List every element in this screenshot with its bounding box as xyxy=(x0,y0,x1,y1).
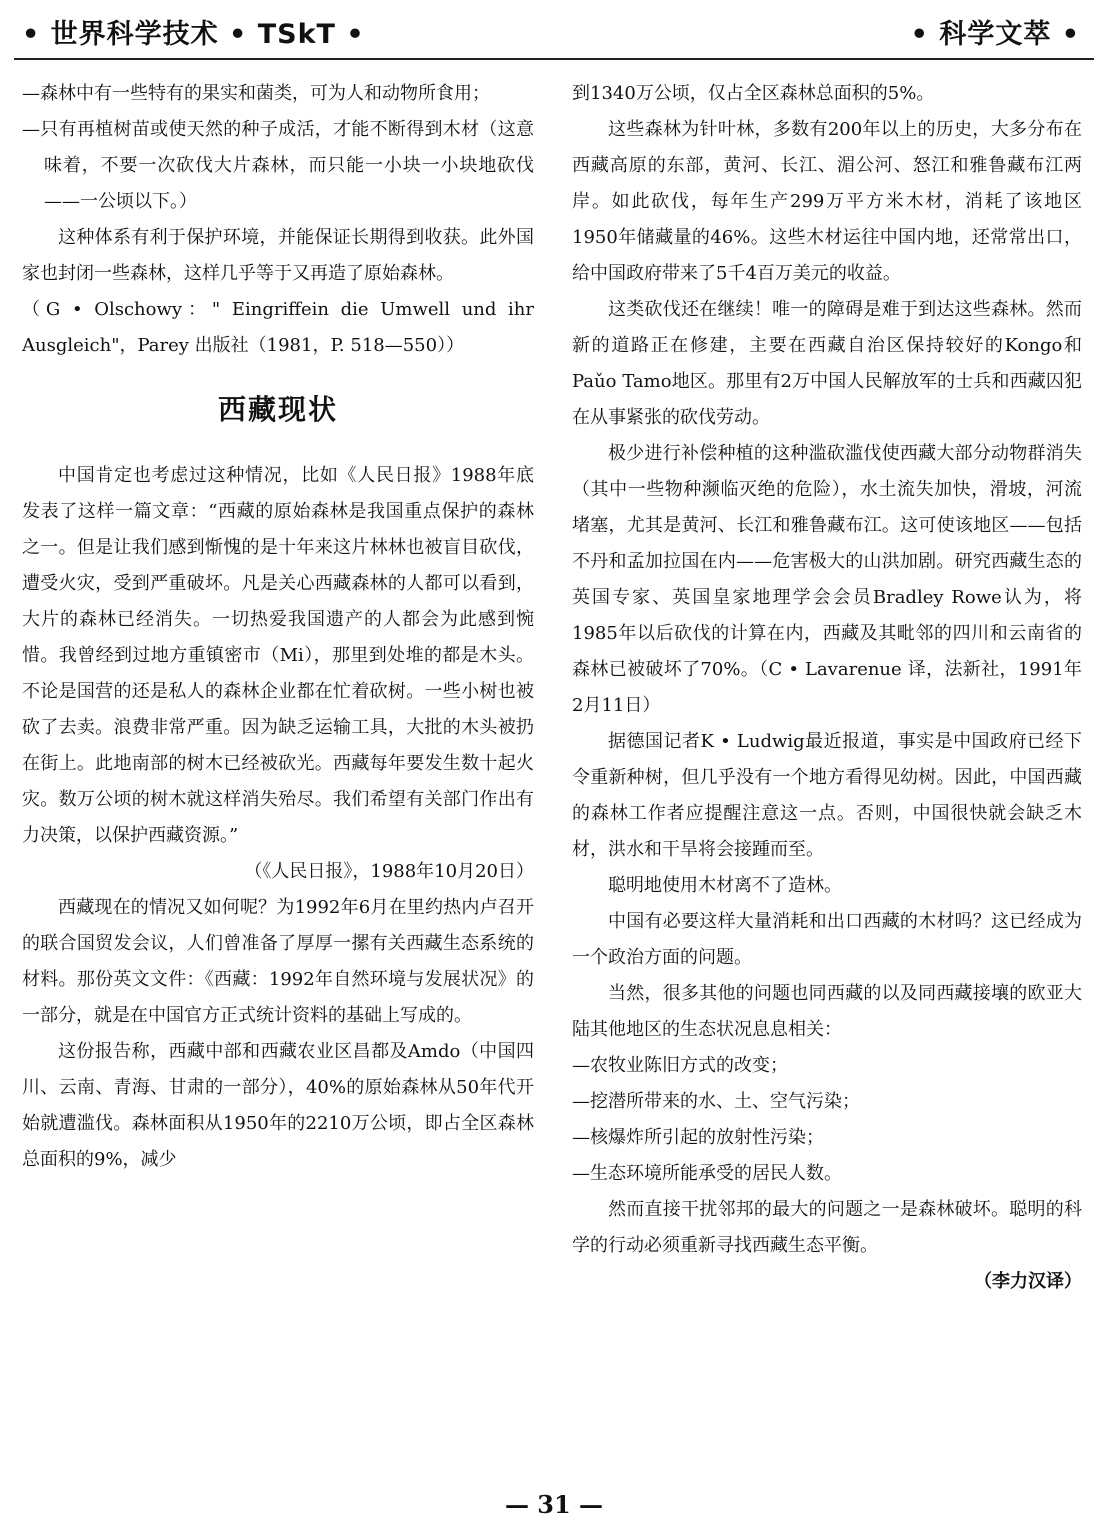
left-column xyxy=(22,76,534,1178)
right-column xyxy=(572,76,1082,1300)
citation: （G • Olschowy：" Eingriffein die Umwell und ihr Ausgleich"，Parey 出版社（1981，P. 518—550）） xyxy=(22,299,534,356)
list-item: —核爆炸所引起的放射性污染； xyxy=(572,1127,824,1148)
paragraph: 然而直接干扰邻邦的最大的问题之一是森林破坏。聪明的科学的行动必须重新寻找西藏生态平衡。 xyxy=(572,1199,1082,1256)
paragraph: 极少进行补偿种植的这种滥砍滥伐使西藏大部分动物群消失（其中一些物种濒临灭绝的危险），水土流失加快，滑坡，河流堵塞，尤其是黄河、长江和雅鲁藏布江。这可使该地区——包括不丹和孟加拉国在内——危害极大的山洪加剧。研究西藏生态的英国专家、英国皇家地理学会会员Bradley Rowe认为，将1985年以后砍伐的计算在内，西藏及其毗邻的四川和云南省的森林已被破坏了70%。（C • Lavarenue 译，法新社，1991年2月11日） xyxy=(572,443,1082,716)
paragraph: 中国有必要这样大量消耗和出口西藏的木材吗？这已经成为一个政治方面的问题。 xyxy=(572,911,1082,968)
page-header xyxy=(0,0,1108,62)
list-item: —农牧业陈旧方式的改变； xyxy=(572,1055,788,1076)
journal-name: • 世界科学技术 • TSkT • xyxy=(22,19,365,50)
paragraph: 这些森林为针叶林，多数有200年以上的历史，大多分布在西藏高原的东部，黄河、长江、湄公河、怒江和雅鲁藏布江两岸。如此砍伐，每年生产299万平方米木材，消耗了该地区1950年储藏量的46%。这些木材运往中国内地，还常常出口，给中国政府带来了5千4百万美元的收益。 xyxy=(572,119,1082,284)
paragraph-continued: 到1340万公顷，仅占全区森林总面积的5%。 xyxy=(572,83,935,104)
paragraph: 据德国记者K • Ludwig最近报道，事实是中国政府已经下令重新种树，但几乎没有一个地方看得见幼树。因此，中国西藏的森林工作者应提醒注意这一点。否则，中国很快就会缺乏木材，洪水和干旱将会接踵而至。 xyxy=(572,731,1082,860)
paragraph: 这种体系有利于保护环境，并能保证长期得到收获。此外国家也封闭一些森林，这样几乎等于又再造了原始森林。 xyxy=(22,227,534,284)
paragraph: 中国肯定也考虑过这种情况，比如《人民日报》1988年底发表了这样一篇文章：“西藏的原始森林是我国重点保护的森林之一。但是让我们感到惭愧的是十年来这片林林也被盲目砍伐，遭受火灾，受到严重破坏。凡是关心西藏森林的人都可以看到，大片的森林已经消失。一切热爱我国遗产的人都会为此感到惋惜。我曾经到过地方重镇密市（Mi），那里到处堆的都是木头。不论是国营的还是私人的森林企业都在忙着砍树。一些小树也被砍了去卖。浪费非常严重。因为缺乏运输工具，大批的木头被扔在街上。此地南部的树木已经被砍光。西藏每年要发生数十起火灾。数万公顷的树木就这样消失殆尽。我们希望有关部门作出有力决策，以保护西藏资源。” xyxy=(22,465,534,846)
section-title: 西藏现状 xyxy=(217,393,338,426)
section-name: • 科学文萃 • xyxy=(910,19,1080,50)
paragraph: 聪明地使用木材离不了造林。 xyxy=(608,875,842,896)
header-rule xyxy=(14,58,1094,60)
bullet-replanting: —只有再植树苗或使天然的种子成活，才能不断得到木材（这意味着，不要一次砍伐大片森林，而只能一小块一小块地砍伐——一公顷以下。） xyxy=(22,119,534,212)
paragraph: 西藏现在的情况又如何呢？为1992年6月在里约热内卢召开的联合国贸发会议，人们曾准备了厚厚一摞有关西藏生态系统的材料。那份英文文件：《西藏：1992年自然环境与发展状况》的一部分，就是在中国官方正式统计资料的基础上写成的。 xyxy=(22,897,534,1026)
page-number: — 31 — xyxy=(504,1490,604,1519)
paragraph: 当然，很多其他的问题也同西藏的以及同西藏接壤的欧亚大陆其他地区的生态状况息息相关： xyxy=(572,983,1082,1040)
quote-source: （《人民日报》，1988年10月20日） xyxy=(244,861,534,882)
bullet-fruits: —森林中有一些特有的果实和菌类，可为人和动物所食用； xyxy=(22,83,490,104)
paragraph: 这份报告称，西藏中部和西藏农业区昌都及Amdo（中国四川、云南、青海、甘肃的一部分），40%的原始森林从50年代开始就遭滥伐。森林面积从1950年的2210万公顷，即占全区森林总面积的9%，减少 xyxy=(22,1041,534,1170)
list-item: —生态环境所能承受的居民人数。 xyxy=(572,1163,842,1184)
translator-credit: （李力汉译） xyxy=(974,1271,1082,1292)
paragraph: 这类砍伐还在继续！唯一的障碍是难于到达这些森林。然而新的道路正在修建，主要在西藏自治区保持较好的Kongo和Paǔo Tamo地区。那里有2万中国人民解放军的士兵和西藏囚犯在从事紧张的砍伐劳动。 xyxy=(572,299,1082,428)
list-item: —挖潜所带来的水、土、空气污染； xyxy=(572,1091,860,1112)
